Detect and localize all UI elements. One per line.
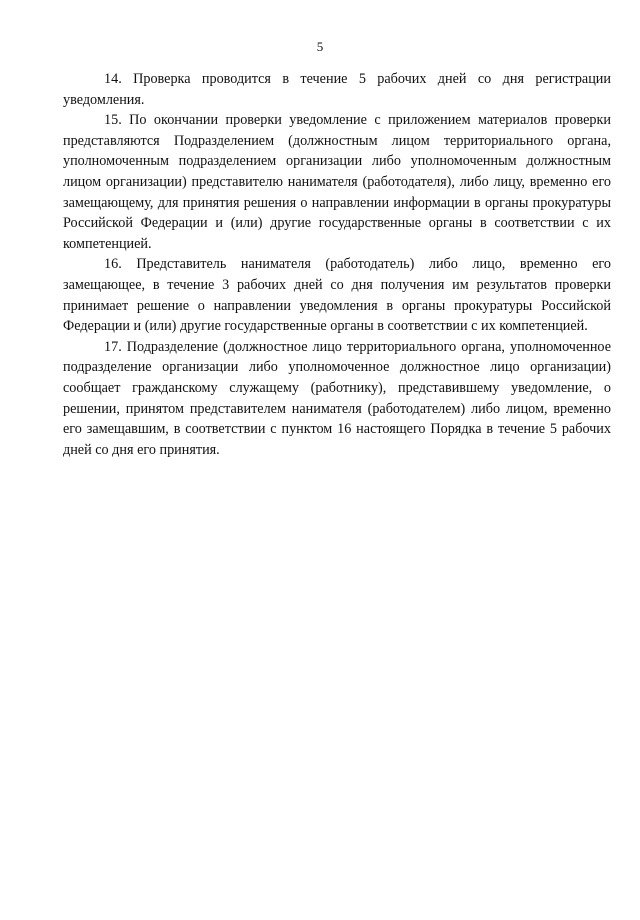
- page-number: 5: [316, 39, 324, 54]
- paragraph-17: 17. Подразделение (должностное лицо территориального органа, уполномоченное подразделение организации либо уполномоченное должностное лицо организации) сообщает гражданскому служащему (работнику), представившему уведомление, о решении, принятом представителем нанимателя (работодателем) либо лицом, временно его замещавшим, в соответствии с пунктом 16 настоящего Порядка в течение 5 рабочих дней со дня его принятия.: [63, 338, 611, 458]
- document-body: [63, 69, 611, 460]
- paragraph-16: 16. Представитель нанимателя (работодатель) либо лицо, временно его замещающее, в течение 3 рабочих дней со дня получения им результатов проверки принимает решение о направлении уведомления в органы прокуратуры Российской Федерации и (или) другие государственные органы в соответствии с их компетенцией.: [63, 256, 611, 335]
- paragraph-15: 15. По окончании проверки уведомление с приложением материалов проверки представляются Подразделением (должностным лицом территориального органа, уполномоченным подразделением организации либо уполномоченным должностным лицом организации) представителю нанимателя (работодателя), либо лицу, временно его замещающему, для принятия решения о направлении информации в органы прокуратуры Российской Федерации и (или) другие государственные органы в соответствии с их компетенцией.: [63, 112, 611, 252]
- paragraph-14: 14. Проверка проводится в течение 5 рабочих дней со дня регистрации уведомления.: [63, 71, 611, 108]
